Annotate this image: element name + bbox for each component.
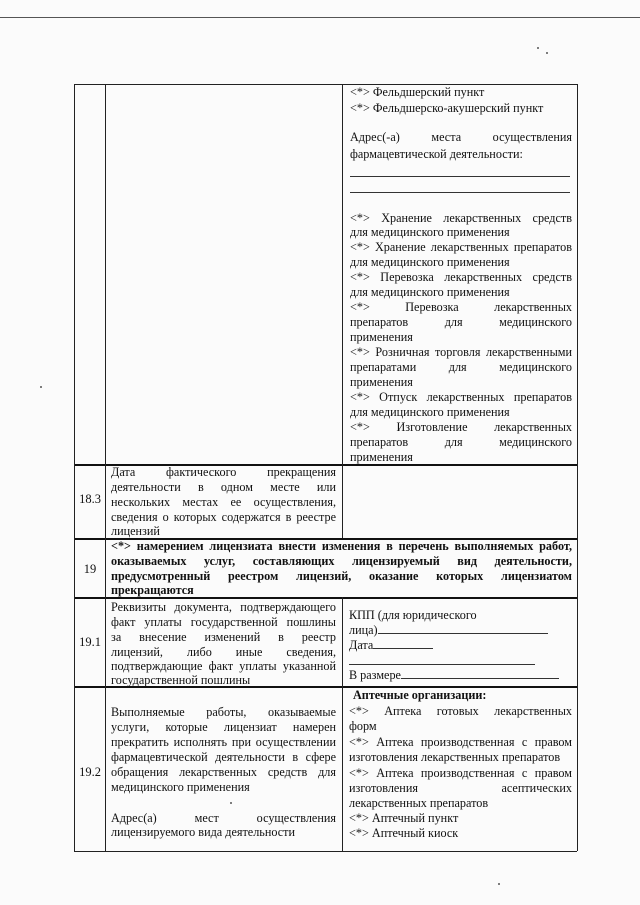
pharmacy-production-line2: изготовления лекарственных препаратов	[349, 750, 561, 764]
row-19-heading-line2: оказываемых услуг, составляющих лицензируемый вид деятельности,	[111, 554, 572, 568]
row-18-3-label-line3: нескольких местах ее осуществления,	[111, 495, 336, 509]
row-18-3-label-line5: лицензий	[111, 524, 160, 538]
address-input-line-2[interactable]	[350, 192, 570, 193]
row-19-2-label-line3: прекратить исполнять при осуществлении	[111, 735, 336, 749]
row-18-3-label-line1: Дата фактического прекращения	[111, 465, 336, 479]
scan-speck	[546, 52, 548, 54]
retail-line2: препаратами для медицинского	[350, 360, 572, 374]
kpp-input-line[interactable]	[378, 623, 548, 634]
retail-line1: <*> Розничная торговля лекарственными	[350, 345, 572, 359]
row-19-1-label-line3: за внесение изменений в реестр	[111, 630, 336, 644]
address-label-line1: Адрес(-а) места осуществления	[350, 130, 572, 144]
scan-speck	[537, 47, 539, 49]
pharmacy-ready-forms-line1: <*> Аптека готовых лекарственных	[349, 704, 572, 718]
kpp-field	[349, 623, 548, 638]
dispense-line2: для медицинского применения	[350, 405, 510, 419]
storage-substances-line2: для медицинского применения	[350, 225, 510, 239]
row-19-2-label-line6: медицинского применения	[111, 780, 250, 794]
option-feldsher-point: <*> Фельдшерский пункт	[350, 85, 485, 99]
row-19-1-label-line2: факт уплаты государственной пошлины	[111, 615, 336, 629]
top-scan-line	[0, 17, 640, 18]
row-19-2-address-line2: лицензируемого вида деятельности	[111, 825, 296, 839]
kpp-label-line2: лица)	[349, 623, 378, 637]
pharmacy-point: <*> Аптечный пункт	[349, 811, 459, 825]
row-19-2-label-line1: Выполняемые работы, оказываемые	[111, 705, 336, 719]
row-19-1-label-line4: лицензий, либо иные сведения,	[111, 645, 336, 659]
transport-preparations-line3: применения	[350, 330, 413, 344]
row-19-1-label-line5: подтверждающие факт уплаты указанной	[111, 659, 336, 673]
kpp-label-line1: КПП (для юридического	[349, 608, 477, 622]
table-left-border	[74, 84, 75, 851]
date-label: Дата	[349, 638, 374, 652]
row-19-2-address-line1: Адрес(а) мест осуществления	[111, 811, 336, 825]
address-label-line2: фармацевтической деятельности:	[350, 147, 523, 161]
pharmacy-aseptic-line3: лекарственных препаратов	[349, 796, 489, 810]
date-field	[349, 638, 433, 653]
option-feldsher-obstetric-point: <*> Фельдшерско-акушерский пункт	[350, 101, 544, 115]
pharmacy-aseptic-line1: <*> Аптека производственная с правом	[349, 766, 572, 780]
manufacture-line2: препаратов для медицинского	[350, 435, 572, 449]
manufacture-line3: применения	[350, 450, 413, 464]
amount-label: В размере	[349, 668, 401, 682]
scan-speck	[40, 386, 42, 388]
row-19-2-label-line5: обращения лекарственных средств для	[111, 765, 336, 779]
address-input-line-1[interactable]	[350, 176, 570, 177]
scan-speck	[498, 883, 500, 885]
table-bottom-border	[74, 851, 577, 852]
retail-line3: применения	[350, 375, 413, 389]
row-number-19-2: 19.2	[79, 765, 101, 779]
transport-preparations-line1: <*> Перевозка лекарственных	[350, 300, 572, 314]
pharmacy-ready-forms-line2: форм	[349, 719, 377, 733]
row-19-2-label-line4: фармацевтической деятельности в сфере	[111, 750, 336, 764]
storage-preparations-line2: для медицинского применения	[350, 255, 510, 269]
dispense-line1: <*> Отпуск лекарственных препаратов	[350, 390, 572, 404]
row-18-3-label-line2: деятельности в одном месте или	[111, 480, 336, 494]
document-details-input-line[interactable]	[349, 664, 535, 665]
transport-preparations-line2: препаратов для медицинского	[350, 315, 572, 329]
row-19-heading-line1: <*> намерением лицензиата внести изменения в перечень выполняемых работ,	[111, 539, 572, 553]
transport-substances-line2: для медицинского применения	[350, 285, 510, 299]
storage-substances-line1: <*> Хранение лекарственных средств	[350, 211, 572, 225]
pharmacy-aseptic-line2: изготовления асептических	[349, 781, 572, 795]
row-number-19-1: 19.1	[79, 635, 101, 649]
table-right-border	[577, 84, 578, 851]
value-column-divider-bottom	[342, 597, 343, 851]
pharmacy-kiosk: <*> Аптечный киоск	[349, 826, 459, 840]
storage-preparations-line1: <*> Хранение лекарственных препаратов	[350, 240, 572, 254]
row-number-18-3: 18.3	[79, 492, 101, 506]
row-19-heading-line3: предусмотренный реестром лицензий, оказание которых лицензиатом	[111, 569, 572, 583]
row-19-1-label-line6: государственной пошлины	[111, 673, 251, 687]
number-column-divider	[105, 84, 106, 851]
amount-field	[349, 668, 559, 683]
pharmacy-production-line1: <*> Аптека производственная с правом	[349, 735, 572, 749]
row-number-19: 19	[83, 562, 97, 576]
date-input-line[interactable]	[373, 638, 433, 649]
amount-input-line[interactable]	[401, 668, 559, 679]
pharmacy-organizations-heading: Аптечные организации:	[353, 688, 487, 702]
row-19-2-label-line2: услуги, которые лицензиат намерен	[111, 720, 336, 734]
transport-substances-line1: <*> Перевозка лекарственных средств	[350, 270, 572, 284]
table-top-border	[74, 84, 577, 85]
row-19-1-label-line1: Реквизиты документа, подтверждающего	[111, 600, 336, 614]
row-18-3-date-field[interactable]	[344, 466, 575, 536]
scan-speck	[230, 802, 232, 804]
row-18-3-label-line4: сведения о которых содержатся в реестре	[111, 510, 336, 524]
manufacture-line1: <*> Изготовление лекарственных	[350, 420, 572, 434]
value-column-divider-top	[342, 84, 343, 538]
row-19-heading-line4: прекращаются	[111, 583, 194, 597]
